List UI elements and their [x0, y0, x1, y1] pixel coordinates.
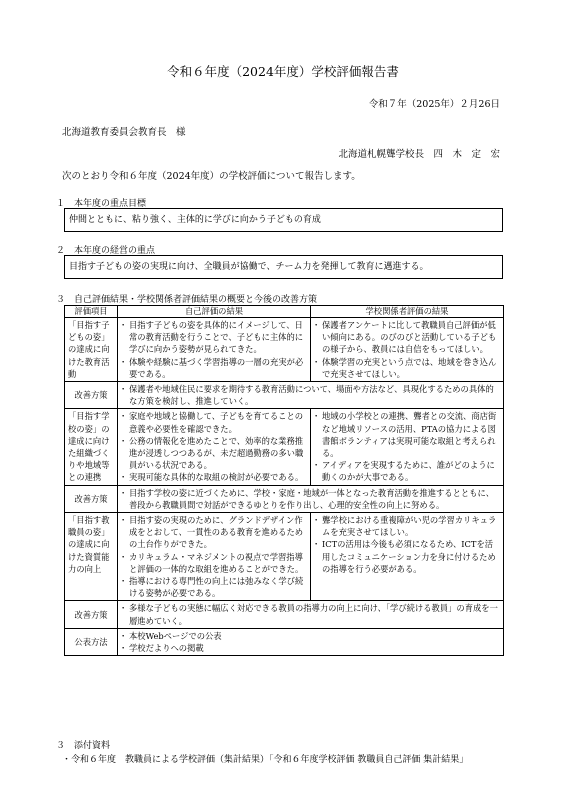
section-1-heading: １ 本年度の重点目標 [56, 199, 147, 209]
list-item: ・ 学校だよりへの掲載 [121, 642, 500, 654]
list-item: ・ アイディアを実現するために、誰がどのように動くのかが大事である。 [314, 459, 500, 483]
publication-label: 公表方法 [65, 628, 118, 655]
list-item: ・ 体験学習の充実という点では、地域を巻き込んで充実させてほしい。 [314, 356, 500, 380]
row-item: 「目指す子どもの姿」の達成に向けた教育活動 [65, 318, 118, 382]
section-1-box [64, 208, 503, 232]
list-item: ・ 体験や経験に基づく学習指導の一層の充実が必要である。 [121, 356, 307, 380]
intro-text: 次のとおり令和６年度（2024年度）の学校評価について報告します。 [62, 171, 361, 182]
table-header-row [65, 306, 504, 318]
section-1-content: 仲間とともに、粘り強く、主体的に学びに向かう子どもの育成 [69, 215, 321, 225]
publication-cell [118, 628, 504, 655]
list-item: ・ 家庭や地域と協働して、子どもを育てることの意義や必要性を確認できた。 [121, 410, 307, 434]
list-item: ・ 保護者アンケートに比して教職員自己評価が低い傾向にある。のびのびと活動している子どもの様子から、教員には自信をもってほしい。 [314, 319, 500, 356]
publication-row [65, 628, 504, 655]
row-self-result [118, 318, 311, 382]
evaluation-table [64, 305, 504, 656]
row-self-result [118, 513, 311, 601]
list-item: ・ カリキュラム・マネジメントの視点で学習指導と評価の一体的な取組を進めることができた。 [121, 551, 307, 575]
addressee: 北海道教育委員会教育長 様 [62, 127, 186, 138]
table-row [65, 513, 504, 601]
improvement-row [65, 601, 504, 628]
header-item: 評価項目 [65, 306, 118, 318]
improvement-label: 改善方策 [65, 382, 118, 409]
list-item: ・ 保護者や地域住民に要求を期待する教育活動について、場面や方法など、具現化するための具体的な方策を検討し、推進していく。 [121, 383, 500, 407]
section-attachments-heading: ３ 添付資料 [56, 741, 111, 751]
improvement-label: 改善方策 [65, 601, 118, 628]
list-item: ・ 公務の情報化を進めたことで、効率的な業務推進が浸透しつつあるが、未だ超過勤務の多い職員がいる状況である。 [121, 435, 307, 472]
header-related: 学校関係者評価の結果 [311, 306, 504, 318]
improvement-cell [118, 601, 504, 628]
row-self-result [118, 409, 311, 485]
list-item: ・ 地域の小学校との連携、聾者との交流、商店街など地域リソースの活用、PTAの協力による図書館ボランティアは実現可能な取組と考えられる。 [314, 410, 500, 459]
improvement-row [65, 382, 504, 409]
list-item: ・ 多様な子どもの実態に幅広く対応できる教員の指導力の向上に向け、「学び続ける教員」の育成を一層進めていく。 [121, 602, 500, 626]
report-date: 令和７年（2025年）２月26日 [368, 99, 500, 110]
improvement-cell [118, 485, 504, 512]
page-title: 令和６年度（2024年度）学校評価報告書 [167, 64, 399, 79]
row-related-result [311, 513, 504, 601]
attachment-item: ・令和６年度 教職員による学校評価（集計結果）「令和６年度学校評価 教職員自己評価 集計結果」 [62, 755, 469, 765]
list-item: ・ 本校Webページでの公表 [121, 630, 500, 642]
section-2-heading: ２ 本年度の経営の重点 [56, 246, 156, 256]
table-row [65, 318, 504, 382]
row-related-result [311, 409, 504, 485]
list-item: ・ 指導における専門性の向上には弛みなく学び続ける姿勢が必要である。 [121, 575, 307, 599]
list-item: ・ 実現可能な具体的な取組の検討が必要である。 [121, 471, 307, 483]
improvement-cell [118, 382, 504, 409]
row-item: 「目指す学校の姿」の達成に向けた組織づくりや地域等との連携 [65, 409, 118, 485]
table-row [65, 409, 504, 485]
row-item: 「目指す教職員の姿」の達成に向けた資質能力の向上 [65, 513, 118, 601]
list-item: ・ 聾学校における重複障がい児の学習カリキュラムを充実させてほしい。 [314, 514, 500, 538]
header-self: 自己評価の結果 [118, 306, 311, 318]
improvement-label: 改善方策 [65, 485, 118, 512]
list-item: ・ 目指す姿の実現のために、グランドデザイン作成をとおして、一貫性のある教育を進めるための土台作りができた。 [121, 514, 307, 551]
sender: 北海道札幌聾学校長 四 木 定 宏 [338, 149, 500, 160]
list-item: ・ 目指す学校の姿に近づくために、学校・家庭・地域が一体となった教育活動を推進するとともに、普段から教職員間で対話ができるゆとりを作り出し、心理的安全性の向上に努める。 [121, 487, 500, 511]
list-item: ・ 目指す子どもの姿を具体的にイメージして、日常の教育活動を行うことで、子どもに主体的に学びに向かう姿勢が見られてきた。 [121, 319, 307, 356]
row-related-result [311, 318, 504, 382]
improvement-row [65, 485, 504, 512]
section-3-heading: ３ 自己評価結果・学校関係者評価結果の概要と今後の改善方策 [56, 295, 318, 305]
list-item: ・ ICTの活用は今後も必須になるため、ICTを活用したコミュニケーション力を身に付けるための指導を行う必要がある。 [314, 538, 500, 575]
section-2-content: 目指す子どもの姿の実現に向け、全職員が協働で、チーム力を発揮して教育に邁進する。 [69, 262, 429, 272]
section-2-box [64, 255, 503, 279]
